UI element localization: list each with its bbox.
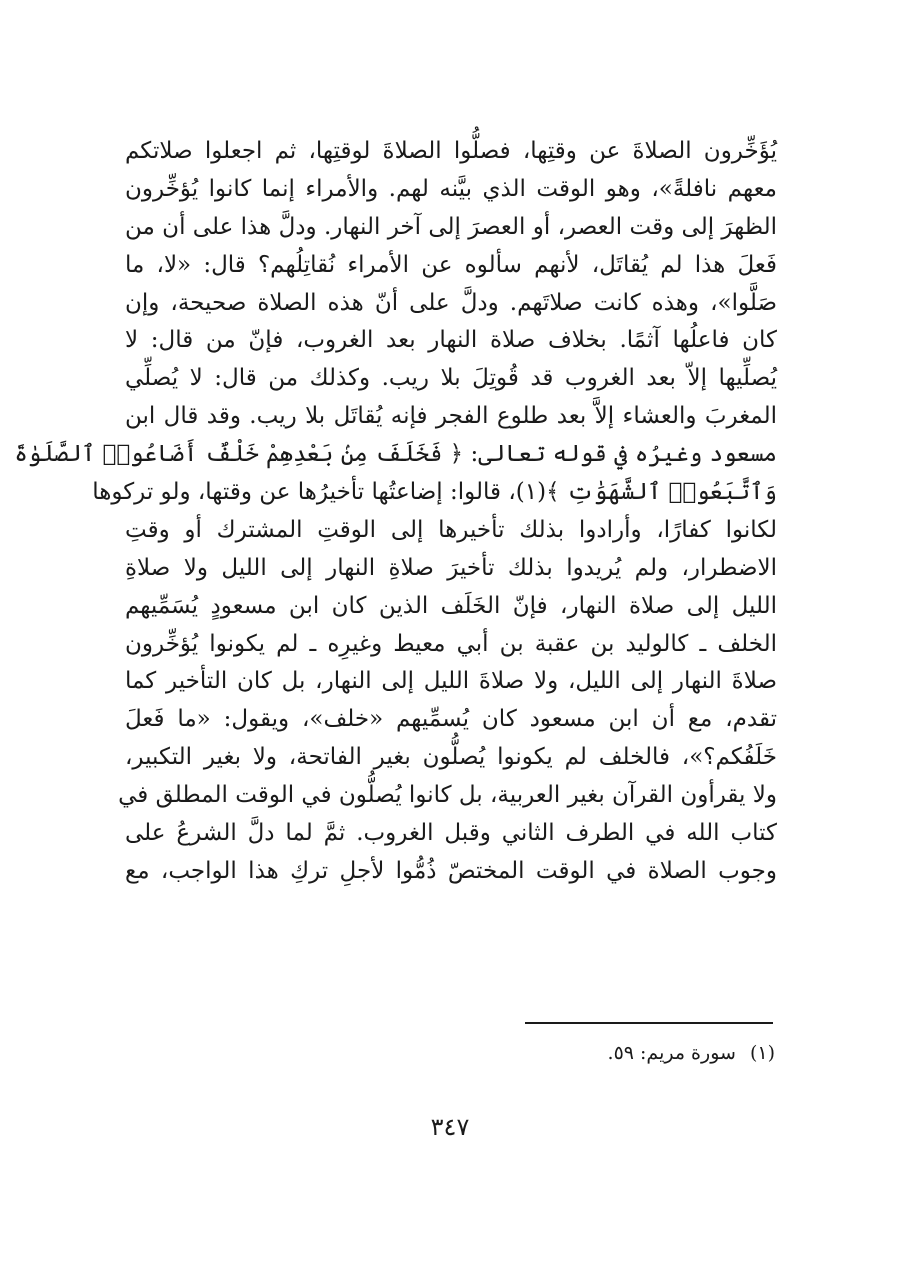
footnote-number: (١) xyxy=(749,1042,775,1064)
text-line: وجوب الصلاة في الوقت المختصّ ذُمُّوا لأجلِ تركِ هذا الواجب، مع xyxy=(125,857,777,884)
text-line: فَعلَ هذا لم يُقاتَل، لأنهم سألوه عن الأمراء نُقاتِلُهم؟ قال: «لا، ما xyxy=(125,251,777,278)
footnote xyxy=(608,1038,775,1068)
text-line: صلاةَ النهار إلى الليل، ولا صلاةَ الليل إلى النهار، بل كان التأخير كما xyxy=(125,668,777,695)
page-number: ٣٤٧ xyxy=(430,1113,470,1141)
text-line: تقدم، مع أن ابن مسعود كان يُسمِّيهم «خلف»، ويقول: «ما فَعلَ xyxy=(125,706,777,733)
text-line: ولا يقرأون القرآن بغير العربية، بل كانوا يُصلُّون في الوقت المطلق في xyxy=(118,782,777,809)
text-line: الليل إلى صلاة النهار، فإنّ الخَلَف الذين كان ابن مسعودٍ يُسَمِّيهم xyxy=(125,592,777,619)
footnote-text: سورة مريم: ٥٩. xyxy=(607,1042,736,1064)
text-line: الظهرَ إلى وقت العصر، أو العصرَ إلى آخر النهار. ودلَّ هذا على أن من xyxy=(125,213,777,240)
body-text xyxy=(14,133,777,891)
footnote-divider xyxy=(525,1022,773,1024)
text-line: صَلَّوا»، وهذه كانت صلاتَهم. ودلَّ على أنّ هذه الصلاة صحيحة، وإن xyxy=(125,289,777,316)
text-line: خَلَفُكم؟»، فالخلف لم يكونوا يُصلُّون بغير الفاتحة، ولا بغير التكبير، xyxy=(125,744,777,771)
text-line: الخلف ـ كالوليد بن عقبة بن أبي معيط وغيرِه ـ لم يكونوا يُؤخِّرون xyxy=(125,630,777,657)
text-line: كتاب الله في الطرف الثاني وقبل الغروب. ثمَّ لما دلَّ الشرعُ على xyxy=(125,820,777,847)
text-line: لكانوا كفارًا، وأرادوا بذلك تأخيرها إلى الوقتِ المشترك أو وقتِ xyxy=(125,516,777,543)
text-line: معهم نافلةً»، وهو الوقت الذي بيَّنه لهم. والأمراء إنما كانوا يُؤخِّرون xyxy=(125,175,777,202)
text-line: الاضطرار، ولم يُريدوا بذلك تأخيرَ صلاةِ النهار إلى الليل ولا صلاةِ xyxy=(125,554,777,581)
text-line: مسعود وغيرُه في قوله تعالى: ﴿ فَخَلَفَ مِنۢ بَعْدِهِمْ خَلْفٌ أَضَاعُوا۟ ٱلصَّلَوٰةَ xyxy=(14,441,777,468)
text-line: المغربَ والعشاء إلاَّ بعد طلوع الفجر فإنه يُقاتَل بلا ريب. وقد قال ابن xyxy=(125,403,777,430)
text-line: وَٱتَّبَعُوا۟ ٱلشَّهَوَٰتِ ﴾(١)، قالوا: إضاعتُها تأخيرُها عن وقتها، ولو تركوها xyxy=(92,479,777,506)
text-line: يُصلِّيها إلاّ بعد الغروب قد قُوتِلَ بلا ريب. وكذلك من قال: لا يُصلِّي xyxy=(125,365,777,392)
text-line: يُؤَخِّرون الصلاةَ عن وقتِها، فصلُّوا الصلاةَ لوقتِها، ثم اجعلوا صلاتكم xyxy=(125,138,777,164)
text-line: كان فاعلُها آثمًا. بخلاف صلاة النهار بعد الغروب، فإنّ من قال: لا xyxy=(125,327,777,354)
